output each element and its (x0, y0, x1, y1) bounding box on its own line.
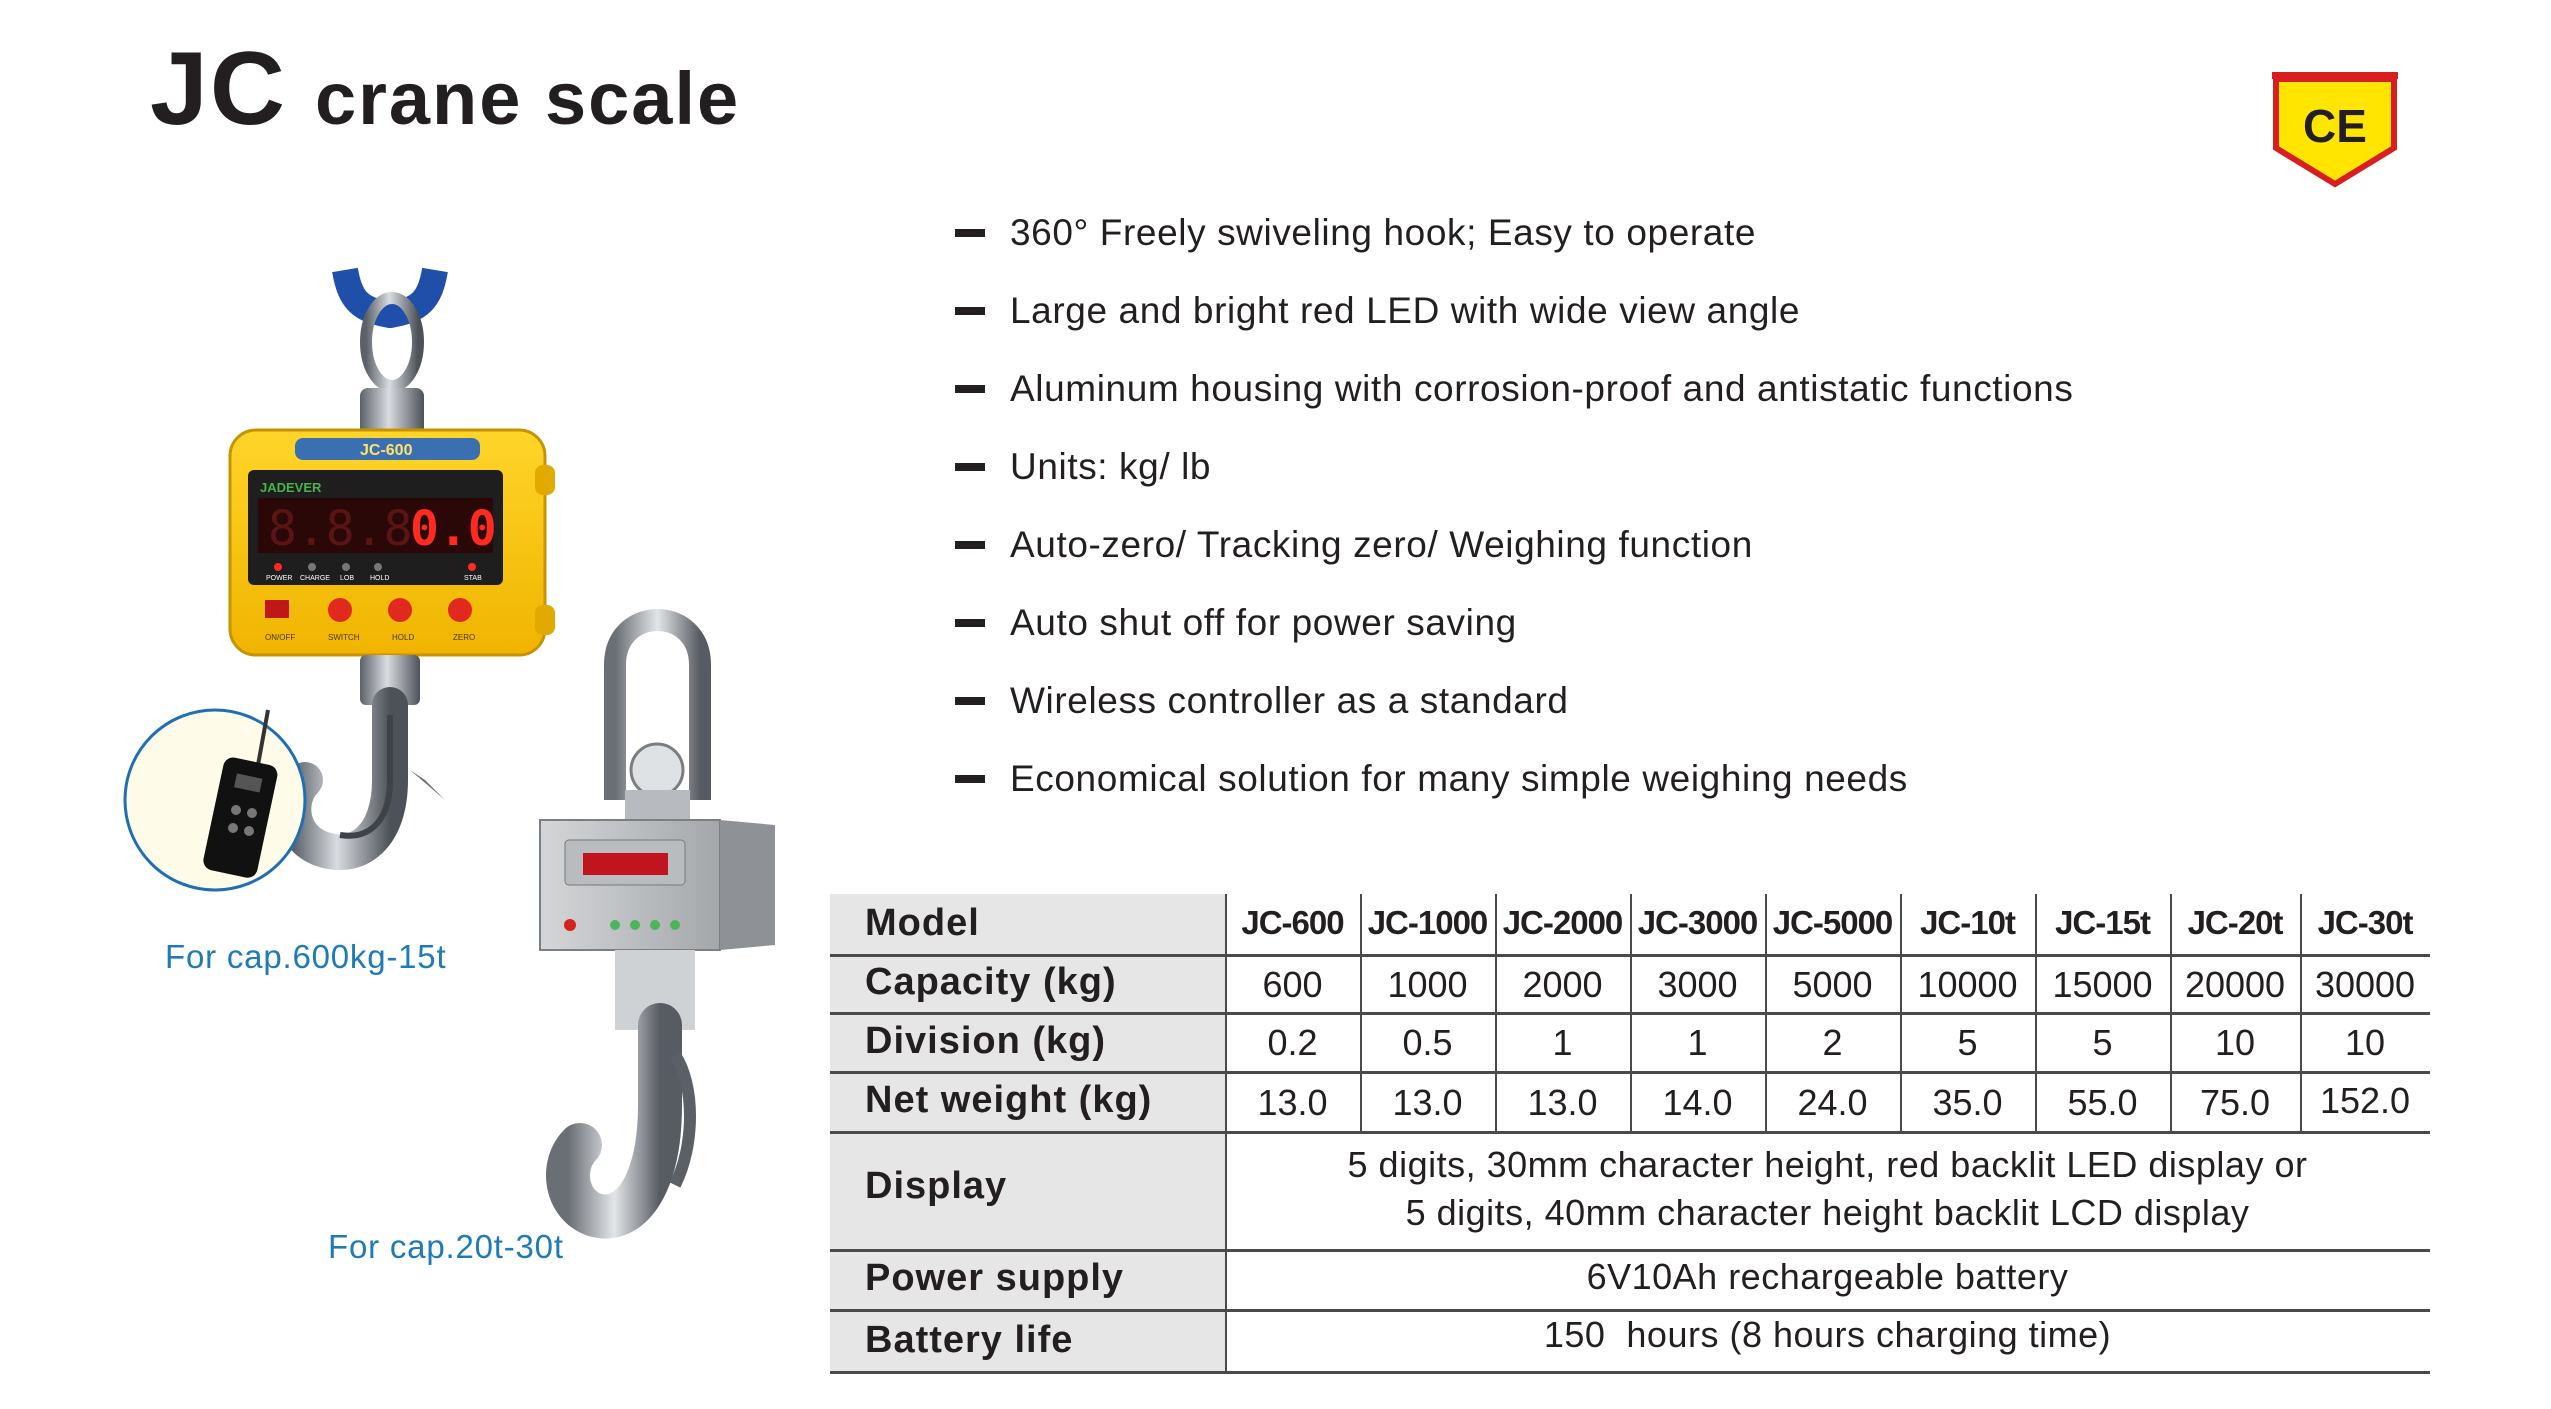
bullet-dash-icon (955, 307, 985, 315)
value-cell: 1 (1687, 1022, 1708, 1063)
led-dim-digits: 8.8.8 (268, 501, 413, 557)
button-label: ON/OFF (265, 633, 296, 642)
value-cell: 10 (2344, 1022, 2386, 1063)
table-row-battery-life (830, 1309, 2430, 1371)
row-label: Display (865, 1165, 1008, 1207)
model-plate-label: JC-600 (360, 442, 413, 459)
table-rule (830, 1371, 2430, 1374)
model-cell: JC-10t (1920, 904, 2015, 941)
table-row-net-weight (830, 1071, 2430, 1131)
value-cell: 600 (1262, 964, 1323, 1005)
value-cell: 2000 (1522, 964, 1603, 1005)
table-row-division (830, 1012, 2430, 1071)
value-cell: 5 (2092, 1022, 2113, 1063)
bullet-dash-icon (955, 541, 985, 549)
value-cell: 13.0 (1257, 1082, 1328, 1123)
feature-item: Economical solution for many simple weighing needs (955, 751, 2073, 829)
battery-life-value: 150 hours (8 hours charging time) (1543, 1314, 2112, 1355)
value-cell: 30000 (2314, 964, 2416, 1005)
value-cell: 10000 (1917, 964, 2018, 1005)
value-cell: 13.0 (1392, 1082, 1463, 1123)
feature-item: Auto shut off for power saving (955, 595, 2073, 673)
display-spec-line: 5 digits, 30mm character height, red backlit LED display or (1347, 1144, 2308, 1185)
power-supply-value: 6V10Ah rechargeable battery (1586, 1256, 2069, 1297)
value-cell: 0.5 (1402, 1022, 1453, 1063)
value-cell: 5 (1957, 1022, 1978, 1063)
row-label: Net weight (kg) (865, 1079, 1153, 1121)
feature-list (955, 205, 2073, 829)
feature-item: Wireless controller as a standard (955, 673, 2073, 751)
row-label: Capacity (kg) (865, 961, 1117, 1003)
value-cell: 15000 (2052, 964, 2153, 1005)
ce-mark-text: CE (2303, 100, 2367, 152)
led-reading: 0.0 (410, 501, 497, 557)
bullet-dash-icon (955, 385, 985, 393)
display-spec-line: 5 digits, 40mm character height backlit LCD display (1405, 1192, 2250, 1233)
feature-item: Large and bright red LED with wide view angle (955, 283, 2073, 361)
table-row-capacity (830, 954, 2430, 1012)
value-cell: 14.0 (1662, 1082, 1733, 1123)
value-cell: 75.0 (2199, 1082, 2271, 1123)
bullet-dash-icon (955, 775, 985, 783)
grey-crane-scale-image (535, 585, 785, 1245)
value-cell: 0.2 (1267, 1022, 1318, 1063)
bullet-dash-icon (955, 463, 985, 471)
model-cell: JC-30t (2317, 904, 2413, 941)
value-cell: 20000 (2184, 964, 2286, 1005)
title-product: crane scale (314, 57, 741, 140)
indicator-label: LOB (340, 575, 355, 582)
page-title (150, 30, 740, 149)
model-cell: JC-3000 (1637, 904, 1758, 941)
value-cell: 10 (2214, 1022, 2256, 1063)
feature-item: Units: kg/ lb (955, 439, 2073, 517)
table-row-power-supply (830, 1249, 2430, 1309)
button-label: HOLD (392, 633, 415, 642)
row-label: Battery life (865, 1319, 1074, 1361)
caption-small-capacity: For cap.600kg-15t (165, 938, 447, 975)
indicator-label: POWER (266, 575, 293, 582)
caption-large-capacity: For cap.20t-30t (328, 1228, 564, 1265)
table-header-row (830, 894, 2430, 954)
table-row-display (830, 1131, 2430, 1249)
bullet-dash-icon (955, 229, 985, 237)
feature-item: Auto-zero/ Tracking zero/ Weighing function (955, 517, 2073, 595)
button-label: SWITCH (328, 633, 360, 642)
spec-table (830, 894, 2430, 1374)
indicator-label: HOLD (370, 575, 390, 582)
value-cell: 1 (1552, 1022, 1573, 1063)
model-cell: JC-600 (1241, 904, 1344, 941)
feature-item: 360° Freely swiveling hook; Easy to operate (955, 205, 2073, 283)
row-label: Division (kg) (865, 1020, 1107, 1062)
button-label: ZERO (453, 633, 476, 642)
row-label: Model (865, 902, 980, 944)
feature-item: Aluminum housing with corrosion-proof and antistatic functions (955, 361, 2073, 439)
value-cell: 35.0 (1932, 1082, 2003, 1123)
brand-text: JADEVER (260, 480, 322, 495)
indicator-label: STAB (464, 575, 482, 582)
bullet-dash-icon (955, 697, 985, 705)
value-cell: 55.0 (2067, 1082, 2138, 1123)
model-cell: JC-1000 (1367, 904, 1488, 941)
model-cell: JC-5000 (1772, 904, 1893, 941)
display-spec (1225, 1141, 2430, 1237)
indicator-label: CHARGE (300, 575, 330, 582)
value-cell: 3000 (1657, 964, 1738, 1005)
value-cell: 13.0 (1527, 1082, 1598, 1123)
title-model: JC (150, 31, 287, 147)
bullet-dash-icon (955, 619, 985, 627)
value-cell: 24.0 (1797, 1082, 1868, 1123)
row-label: Power supply (865, 1257, 1125, 1299)
value-cell: 5000 (1792, 964, 1873, 1005)
model-cell: JC-2000 (1502, 904, 1623, 941)
model-cell: JC-20t (2187, 904, 2283, 941)
ce-mark-icon (2270, 70, 2400, 190)
value-cell: 152.0 (2319, 1080, 2411, 1121)
model-cell: JC-15t (2055, 904, 2150, 941)
wireless-remote-image (118, 700, 313, 900)
value-cell: 1000 (1387, 964, 1468, 1005)
value-cell: 2 (1822, 1022, 1843, 1063)
